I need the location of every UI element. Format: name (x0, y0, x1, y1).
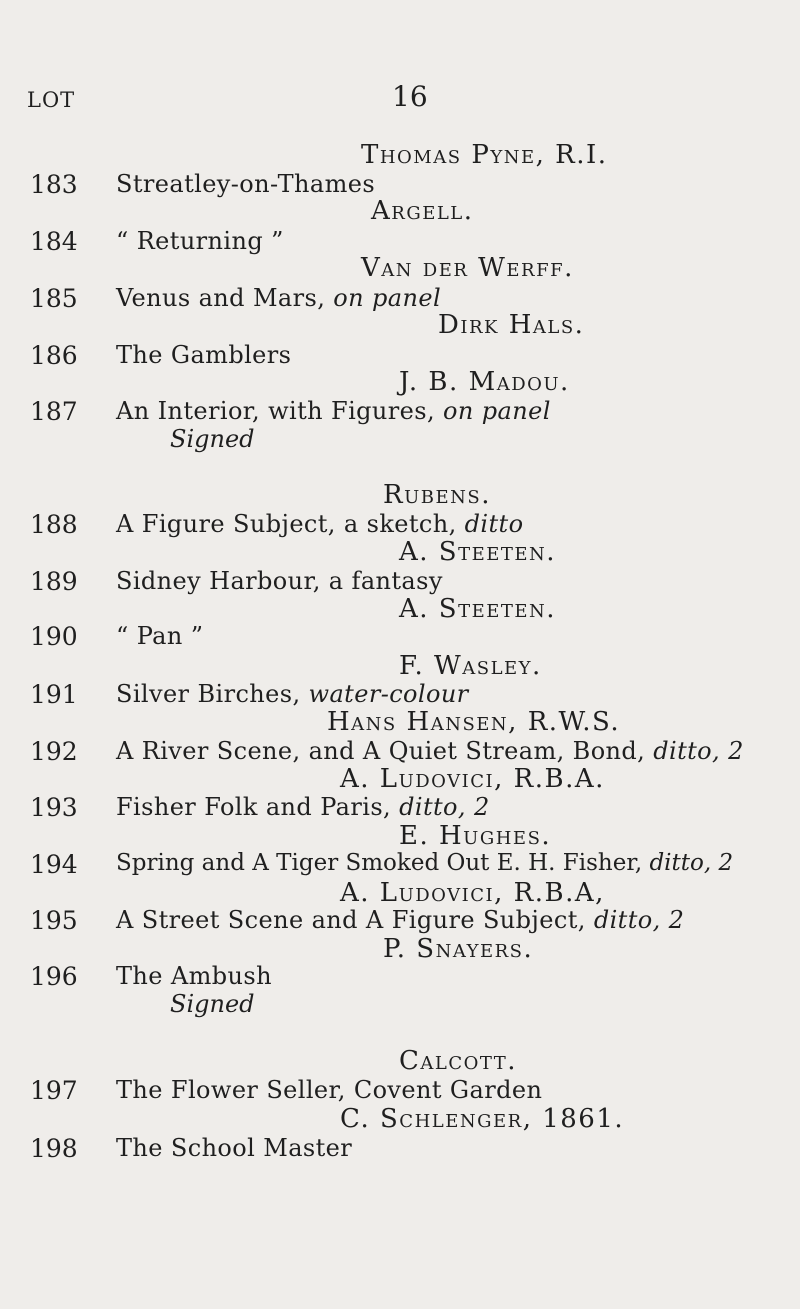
lot-title: The Ambush (116, 962, 272, 990)
signed-note: Signed (170, 425, 255, 453)
lot-artist: Van der Werff. (361, 253, 574, 283)
lot-number: 196 (30, 962, 78, 991)
lot-title: “ Pan ” (116, 622, 204, 650)
lot-artist: F. Wasley. (399, 651, 542, 681)
lot-title: “ Returning ” (116, 227, 284, 255)
lot-artist: Hans Hansen, R.W.S. (327, 707, 621, 737)
lot-number: 198 (30, 1134, 78, 1163)
lot-number: 192 (30, 737, 78, 766)
lot-title: Venus and Mars, on panel (116, 284, 442, 312)
lot-artist: A. Steeten. (399, 594, 557, 624)
lot-number: 194 (30, 850, 78, 879)
lot-title: Streatley-on-Thames (116, 170, 376, 198)
lot-number: 195 (30, 906, 78, 935)
lot-artist: P. Snayers. (383, 934, 534, 964)
lot-artist: Thomas Pyne, R.I. (361, 140, 608, 170)
lot-number: 188 (30, 510, 78, 539)
lot-title: The School Master (116, 1134, 353, 1162)
lot-artist: J. B. Madou. (399, 367, 570, 397)
lot-number: 191 (30, 680, 78, 709)
lot-title: The Gamblers (116, 341, 292, 369)
signed-note: Signed (170, 990, 255, 1018)
lot-title: A Figure Subject, a sketch, ditto (116, 510, 524, 538)
lot-number: 185 (30, 284, 78, 313)
lot-artist: A. Ludovici, R.B.A, (340, 878, 605, 908)
lot-number: 193 (30, 793, 78, 822)
lot-artist: A. Ludovici, R.B.A. (340, 764, 605, 794)
lot-title: The Flower Seller, Covent Garden (116, 1076, 543, 1104)
lot-artist: C. Schlenger, 1861. (340, 1104, 625, 1134)
lot-number: 187 (30, 397, 78, 426)
lot-number: 189 (30, 567, 78, 596)
lot-artist: A. Steeten. (399, 537, 557, 567)
lot-artist: Argell. (371, 196, 474, 226)
lot-number: 197 (30, 1076, 78, 1105)
lot-artist: E. Hughes. (399, 821, 552, 851)
lot-number: 190 (30, 622, 78, 651)
lot-column-header: LOT (27, 88, 76, 112)
lot-artist: Calcott. (399, 1046, 517, 1076)
lot-number: 186 (30, 341, 78, 370)
lot-title: Spring and A Tiger Smoked Out E. H. Fisher, ditto, 2 (116, 850, 734, 876)
lot-title: A River Scene, and A Quiet Stream, Bond, ditto, 2 (116, 737, 744, 765)
lot-title: Silver Birches, water-colour (116, 680, 469, 708)
lot-title: Sidney Harbour, a fantasy (116, 567, 443, 595)
lot-title: A Street Scene and A Figure Subject, ditto, 2 (116, 906, 685, 934)
lot-title: An Interior, with Figures, on panel (116, 397, 551, 425)
lot-number: 184 (30, 227, 78, 256)
lot-artist: Dirk Hals. (438, 310, 585, 340)
lot-number: 183 (30, 170, 78, 199)
lot-title: Fisher Folk and Paris, ditto, 2 (116, 793, 490, 821)
page-number: 16 (392, 80, 428, 113)
lot-artist: Rubens. (383, 480, 491, 510)
